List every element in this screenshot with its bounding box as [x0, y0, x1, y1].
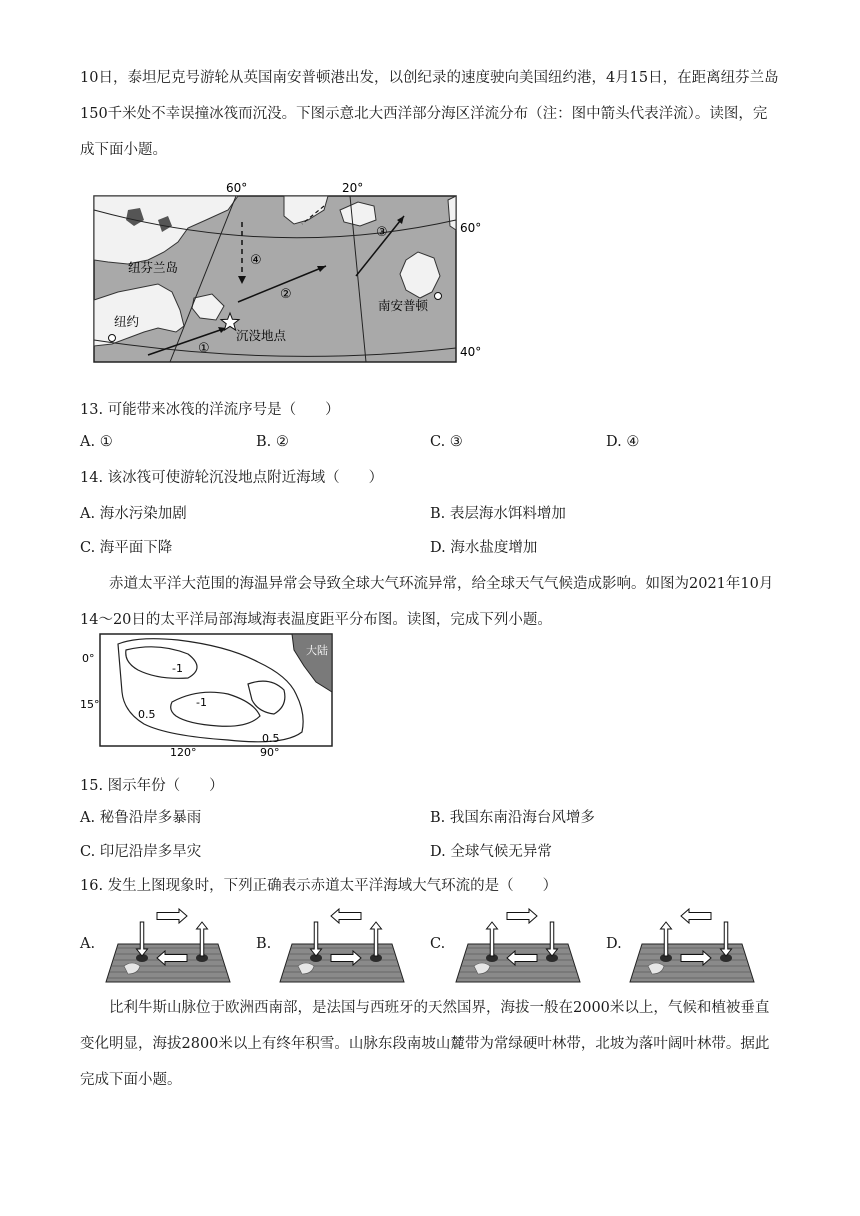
- label-iso-b: -1: [196, 696, 207, 709]
- q13-option-c[interactable]: C. ③: [430, 434, 463, 450]
- label-current-2: ②: [280, 287, 292, 302]
- newyork-dot: [109, 335, 116, 342]
- left-vertical-arrow: [311, 922, 322, 956]
- q14-option-c[interactable]: C. 海平面下降: [80, 540, 173, 556]
- q13-option-b[interactable]: B. ②: [256, 434, 289, 450]
- circulation-svg-d: [628, 904, 756, 984]
- upper-flow-arrow: [157, 909, 187, 923]
- left-vertical-arrow: [137, 922, 148, 956]
- southampton-dot: [435, 293, 442, 300]
- q16-option-d[interactable]: D.: [606, 936, 622, 952]
- sst-anomaly-map: [78, 632, 340, 756]
- label-lon-20: 20°: [342, 181, 364, 195]
- label-southampton: 南安普顿: [378, 298, 429, 313]
- label-lon-120: 120°: [170, 746, 197, 756]
- right-vertical-arrow: [721, 922, 732, 956]
- label-newfoundland: 纽芬兰岛: [128, 260, 179, 275]
- north-atlantic-current-map: [88, 180, 488, 370]
- q13-option-a[interactable]: A. ①: [80, 434, 113, 450]
- q14-stem: 14. 该冰筏可使游轮沉没地点附近海域（ ）: [80, 470, 384, 486]
- q13-option-d[interactable]: D. ④: [606, 434, 640, 450]
- label-newyork: 纽约: [114, 314, 140, 329]
- ocean-plane: [280, 944, 404, 982]
- passage-2: 赤道太平洋大范围的海温异常会导致全球大气环流异常，给全球天气气候造成影响。如图为2021年10月14～20日的太平洋局部海域海表温度距平分布图。读图，完成下列小题。: [80, 576, 774, 628]
- label-lon-90: 90°: [260, 746, 280, 756]
- label-lat-60: 60°: [460, 221, 482, 235]
- map1-svg: [88, 180, 488, 370]
- label-iso-a: -1: [172, 662, 183, 675]
- q16-diagram-c[interactable]: [454, 904, 582, 988]
- label-sink-site: 沉没地点: [236, 328, 287, 343]
- q16-option-c[interactable]: C.: [430, 936, 446, 952]
- q16-option-b[interactable]: B.: [256, 936, 272, 952]
- label-lon-60: 60°: [226, 181, 248, 195]
- q15-option-b[interactable]: B. 我国东南沿海台风增多: [430, 810, 595, 826]
- intro-paragraph: 10日，泰坦尼克号游轮从英国南安普顿港出发，以创纪录的速度驶向美国纽约港，4月15日，在距离纽芬兰岛150千米处不幸误撞冰筏而沉没。下图示意北大西洋部分海区洋流分布（注：图中箭头代表洋流）。读图，完成下面小题。: [80, 70, 779, 158]
- q15-option-d[interactable]: D. 全球气候无异常: [430, 844, 552, 860]
- label-current-3: ③: [376, 225, 388, 240]
- upper-flow-arrow: [681, 909, 711, 923]
- right-vertical-arrow: [547, 922, 558, 956]
- label-continent: 大陆: [306, 644, 328, 657]
- passage-3: 比利牛斯山脉位于欧洲西南部，是法国与西班牙的天然国界，海拔一般在2000米以上，气候和植被垂直变化明显，海拔2800米以上有终年积雪。山脉东段南坡山麓带为常绿硬叶林带，北坡为落叶阔叶林带。据此完成下面小题。: [80, 1000, 770, 1088]
- ocean-plane: [456, 944, 580, 982]
- q16-stem: 16. 发生上图现象时，下列正确表示赤道太平洋海域大气环流的是（ ）: [80, 878, 558, 894]
- upper-flow-arrow: [507, 909, 537, 923]
- q13-stem: 13. 可能带来冰筏的洋流序号是（ ）: [80, 402, 340, 418]
- label-iso-c: 0.5: [138, 708, 156, 721]
- q15-stem: 15. 图示年份（ ）: [80, 778, 224, 794]
- q14-option-d[interactable]: D. 海水盐度增加: [430, 540, 538, 556]
- circulation-svg-b: [278, 904, 406, 984]
- upper-flow-arrow: [331, 909, 361, 923]
- label-current-4: ④: [250, 253, 262, 268]
- label-iso-d: 0.5: [262, 732, 280, 745]
- ocean-plane: [630, 944, 754, 982]
- map2-svg: [78, 632, 340, 756]
- q15-option-a[interactable]: A. 秘鲁沿岸多暴雨: [80, 810, 202, 826]
- label-lat-40: 40°: [460, 345, 482, 359]
- ocean-plane: [106, 944, 230, 982]
- label-current-1: ①: [198, 341, 210, 356]
- q16-diagram-d[interactable]: [628, 904, 756, 988]
- q16-diagram-a[interactable]: [104, 904, 232, 988]
- label-lat-0: 0°: [82, 652, 95, 665]
- circulation-svg-c: [454, 904, 582, 984]
- q16-option-a[interactable]: A.: [80, 936, 96, 952]
- q15-option-c[interactable]: C. 印尼沿岸多旱灾: [80, 844, 202, 860]
- circulation-svg-a: [104, 904, 232, 984]
- q16-diagram-b[interactable]: [278, 904, 406, 988]
- q14-option-b[interactable]: B. 表层海水饵料增加: [430, 506, 566, 522]
- q14-option-a[interactable]: A. 海水污染加剧: [80, 506, 187, 522]
- label-lat-15: 15°: [80, 698, 100, 711]
